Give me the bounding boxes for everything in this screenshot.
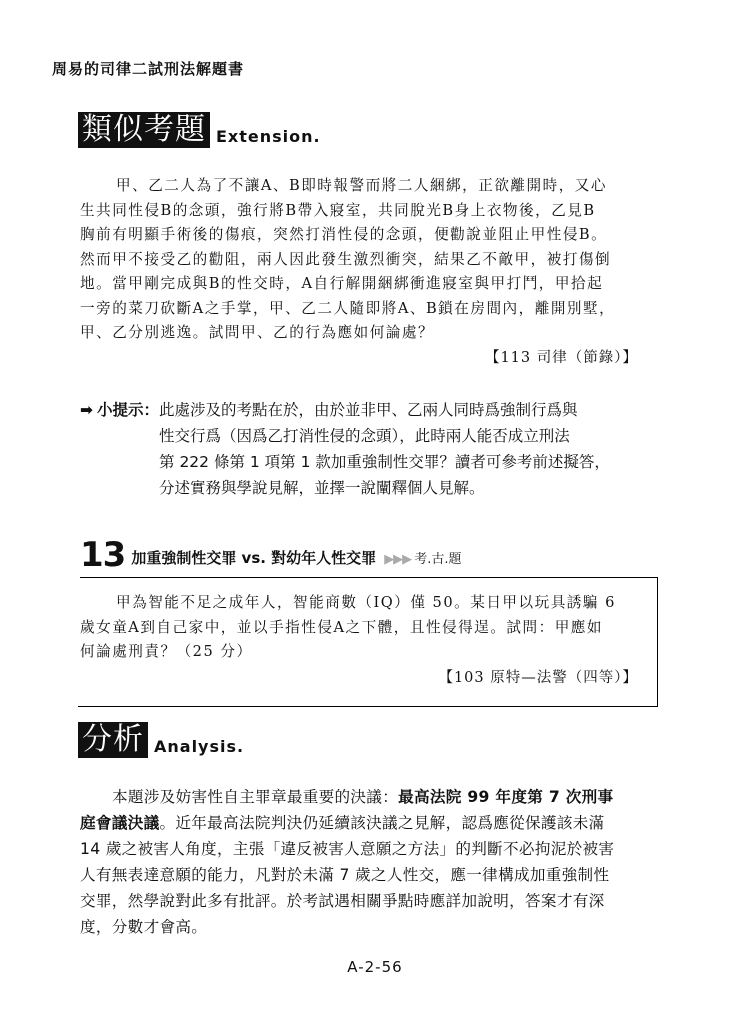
hint-label: ➡ 小提示： <box>80 401 160 419</box>
question-frame-bottom <box>78 706 658 707</box>
question-tag: ▶▶▶ 考.古.題 <box>384 552 462 567</box>
extension-line: 一旁的菜刀砍斷A之手掌，甲、乙二人隨即將A、B鎖在房間內，離開別墅， <box>80 299 616 317</box>
question-frame-top <box>80 577 658 578</box>
analysis-line: 人有無表達意願的能力，凡對於未滿 7 歲之人性交，應一律構成加重強制性 <box>80 866 610 884</box>
hint-line: 分述實務與學說見解，並擇一說闡釋個人見解。 <box>159 479 485 497</box>
hint-box <box>80 397 610 501</box>
extension-heading-label: 類似考題 <box>78 112 210 148</box>
question-source: 【103 原特—法警（四等）】 <box>438 670 638 686</box>
analysis-heading <box>78 722 244 758</box>
extension-line: 甲、乙二人為了不讓A、B即時報警而將二人綑綁，正欲離開時，又心 <box>116 177 607 194</box>
extension-line: 生共同性侵B的念頭，強行將B帶入寢室，共同脫光B身上衣物後，乙見B <box>80 201 596 219</box>
extension-line: 胸前有明顯手術後的傷痕，突然打消性侵的念頭，便勸說並阻止甲性侵B。 <box>80 226 608 243</box>
extension-heading-en: Extension. <box>216 127 321 146</box>
question-heading <box>80 535 462 575</box>
triangle-arrows-icon: ▶▶▶ <box>384 552 412 567</box>
question-body <box>80 591 616 665</box>
extension-line: 地。當甲剛完成與B的性交時，A自行解開綑綁衝進寢室與甲打鬥，甲拾起 <box>80 275 604 292</box>
extension-question <box>80 174 615 346</box>
question-frame-right <box>657 577 658 707</box>
running-header: 周易的司律二試刑法解題書 <box>52 60 245 78</box>
page-number: A-2-56 <box>347 958 403 976</box>
extension-line: 然而甲不接受乙的勸阻，兩人因此發生激烈衝突，結果乙不敵甲，被打傷倒 <box>80 250 612 268</box>
analysis-heading-en: Analysis. <box>154 737 245 756</box>
question-number: 13 <box>80 535 126 575</box>
question-line: 甲為智能不足之成年人，智能商數（IQ）僅 50。某日甲以玩具誘騙 6 <box>116 594 616 611</box>
hint-line: 此處涉及的考點在於，由於並非甲、乙兩人同時爲強制行爲與 <box>159 401 578 419</box>
analysis-line: 本題涉及妨害性自主罪章最重要的決議：最高法院 99 年度第 7 次刑事 <box>112 788 614 806</box>
analysis-body <box>80 784 614 940</box>
extension-heading <box>78 112 321 148</box>
question-title: 加重強制性交罪 vs. 對幼年人性交罪 <box>131 549 377 567</box>
extension-line: 甲、乙分別逃逸。試問甲、乙的行為應如何論處？ <box>80 324 435 341</box>
analysis-line: 度，分數才會高。 <box>80 918 208 936</box>
question-line: 歲女童A到自己家中，並以手指性侵A之下體，且性侵得逞。試問：甲應如 <box>80 618 603 636</box>
question-line: 何論處刑責？（25 分） <box>80 643 253 660</box>
hint-body <box>159 397 610 501</box>
analysis-line: 交罪，然學說對此多有批評。於考試遇相關爭點時應詳加說明，答案才有深 <box>80 892 605 910</box>
arrow-right-icon: ➡ <box>80 401 93 419</box>
hint-line: 性交行爲（因爲乙打消性侵的念頭），此時兩人能否成立刑法 <box>159 427 570 445</box>
hint-line: 第 222 條第 1 項第 1 款加重強制性交罪？讀者可參考前述擬答， <box>159 453 610 471</box>
analysis-line: 14 歲之被害人角度，主張「違反被害人意願之方法」的判斷不必拘泥於被害 <box>80 840 615 858</box>
extension-source: 【113 司律（節錄）】 <box>484 350 638 366</box>
analysis-line: 庭會議決議。近年最高法院判決仍延續該決議之見解，認爲應從保護該未滿 <box>80 814 605 832</box>
analysis-heading-label: 分析 <box>78 722 148 758</box>
